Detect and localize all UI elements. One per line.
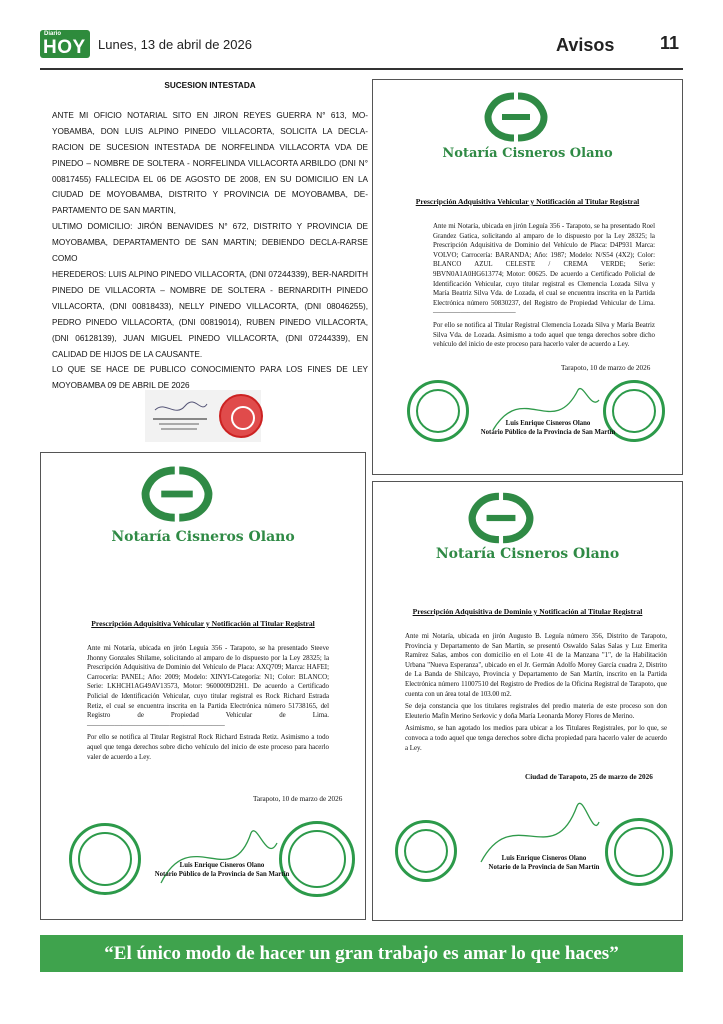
notary-logo-icon bbox=[484, 92, 548, 142]
notice-heading: Prescripción Adquisitiva de Dominio y Notificación al Titular Registral bbox=[412, 607, 643, 616]
notice-box-dominio bbox=[372, 481, 683, 921]
notary-signature-block bbox=[459, 854, 629, 872]
quote-banner bbox=[40, 935, 683, 972]
logo-small-text: Diario bbox=[44, 31, 62, 37]
notary-brand-name: Notaría Cisneros Olano bbox=[435, 546, 620, 562]
notary-signature-stamp bbox=[145, 390, 261, 442]
notice-paragraph: Ante mi Notaría, ubicada en jirón Leguía 356 - Tarapoto, se ha presentado Steeve Jhonny Gonzales Shilame, solicitando al amparo de lo dispuesto por la Ley 28325; la Prescripción Adquisitiva de Dominio del Vehículo de Placa: AXQ709; Marca: HAFEI; Carrocería: PANEL; Año: 2009; Modelo: XINYI-Categoría: N1; Color: BLANCO; Serie: LKHCH1AG49AV13573, Motor: 9600009D2H1. De acuerdo a Certificado Policial de Identificación Vehicular, cuyo titular registral es Rock Richard Estrada Retiz, el cual se encuentra inscrita en la Partida Electrónica número 51738165, del Registro de Propiedad Vehicular de Lima. ———————————————————— bbox=[87, 645, 329, 729]
notary-brand-name: Notaría Cisneros Olano bbox=[442, 146, 613, 161]
section-title: Avisos bbox=[556, 35, 615, 55]
notary-title: Notario de la Provincia de San Martín bbox=[488, 864, 600, 871]
signature-image bbox=[151, 396, 211, 434]
notice-heading: Prescripción Adquisitiva Vehicular y Notificación al Titular Registral bbox=[415, 197, 640, 206]
succession-notice bbox=[52, 78, 368, 394]
handwritten-signature-icon bbox=[151, 813, 281, 893]
notice-date: Tarapoto, 10 de marzo de 2026 bbox=[253, 795, 343, 803]
notary-signature-block bbox=[137, 861, 307, 879]
notice-body bbox=[433, 222, 655, 353]
newspaper-logo bbox=[40, 30, 90, 58]
notary-brand-name: Notaría Cisneros Olano bbox=[111, 529, 295, 545]
quote-text: “El único modo de hacer un gran trabajo es amar lo que haces” bbox=[104, 943, 619, 964]
notice-paragraph: Por ello se notifica al Titular Registral Rock Richard Estrada Retiz. Asimismo a todo aquel que tenga derechos sobre dicho vehículo del inicio de este proceso para hacerlo valer de acuerdo a Ley. bbox=[87, 734, 329, 761]
notary-name: Luis Enrique Cisneros Olano bbox=[179, 862, 265, 869]
notice-body bbox=[87, 644, 329, 765]
notary-logo-icon bbox=[141, 465, 213, 523]
notary-title: Notario Público de la Provincia de San Martín bbox=[154, 871, 290, 878]
notary-name: Luis Enrique Cisneros Olano bbox=[505, 420, 591, 427]
issue-date: Lunes, 13 de abril de 2026 bbox=[98, 37, 252, 52]
left-notary-seal-icon bbox=[69, 823, 141, 895]
succession-paragraph: LO QUE SE HACE DE PUBLICO CONOCIMIENTO PARA LOS FINES DE LEY MOYOBAMBA 09 DE ABRIL DE 2026 bbox=[52, 365, 368, 391]
red-seal-icon bbox=[219, 394, 263, 438]
logo-big-text: HOY bbox=[43, 37, 86, 58]
page-number: 11 bbox=[660, 33, 680, 53]
succession-paragraph: ULTIMO DOMICILIO: JIRÓN BENAVIDES N° 672, DISTRITO Y PROVINCIA DE MOYOBAMBA, DEPARTAMENTO DE SAN MARTIN; DEBIENDO DECLA-RARSE COMO bbox=[52, 222, 368, 264]
left-notary-seal-icon bbox=[407, 380, 469, 442]
notice-paragraph: Ante mi Notaría, ubicada en jirón Leguía 356 - Tarapoto, se ha presentado Roel Grandez Gatica, solicitando al amparo de lo dispuesto por la Ley 28325; la Prescripción Adquisitiva de Dominio del Vehículo de Placa: D4P931 Marca: VOLVO; Carrocería: BARANDA; Año: 1987; Modelo: N/S54 (4X2); Color: BLANCO AZUL CELESTE / CREMA VERDE; Serie: 9BVN0A1A0HG613774; Motor: 00625. De acuerdo a Certificado Policial de Identificación Vehicular, cuyo titular registral es Clemencia Lozada Silva y María Beatriz Silva Vda. de Lozada, el cual se encuentra inscrita en la Partida Electrónica número 50830237, del Registro de Propiedad Vehicular de Lima. ———————————— bbox=[433, 223, 655, 317]
notice-heading: Prescripción Adquisitiva Vehicular y Notificación al Titular Registral bbox=[91, 619, 315, 628]
succession-title: SUCESION INTESTADA bbox=[164, 81, 256, 90]
notice-paragraph: Se deja constancia que los titulares registrales del predio materia de este proceso son don Eleuterio Mafín Merino Serkovic y doña María Leonarda Morey Flores de Merino. bbox=[405, 703, 667, 720]
succession-paragraph: HEREDEROS: LUIS ALPINO PINEDO VILLACORTA, (DNI 07244339), BER-NARDITH PINEDO DE VILLACORTA – NOMBRE DE SOLTERA - BERNARDITH PINEDO VILLACORTA, (DNI 00818433), NELLY PINEDO VILLACORTA, (DNI 08046255), PEDRO PINEDO VILLACORTA, (DNI 00819014), RUBEN PINEDO VILLACORTA, (DNI 06128139), JUAN MIGUEL PINEDO VILLACORTA, (DNI 07244339), EN CALIDAD DE HIJOS DE LA CAUSANTE. bbox=[52, 269, 368, 359]
right-notary-seal-icon bbox=[605, 818, 673, 886]
notary-title: Notario Público de la Provincia de San Martín bbox=[480, 429, 616, 436]
notice-paragraph: Asimismo, se han agotado los medios para ubicar a los Titulares Registrales, por lo que, se convoca a todo aquel que tenga derechos sobre dicha propiedad para hacerlo valer de acuerdo a Ley. bbox=[405, 725, 667, 752]
notice-box-vehicular-1 bbox=[372, 79, 683, 475]
notice-paragraph: Por ello se notifica al Titular Registral Clemencia Lozada Silva y María Beatriz Silva Vda. de Lozada. Asimismo a todo aquel que tenga derechos sobre dicho vehículo del inicio de este proceso para hacerlo valer de acuerdo a Ley. bbox=[433, 321, 655, 349]
notice-paragraph: Ante mi Notaría, ubicada en jirón Augusto B. Leguía número 356, Distrito de Tarapoto, Provincia y Departamento de San Martín, se presentó Oswaldo Salas Salas y Luz Emerita Ramírez Salas, ambos con domicilio en el Lote 41 de la Manzana "1", de la Habilitación Urbana "Nueva Esperanza", ubicado en el Jr. Germán Adolfo Morey García cuadra 2, Distrito de La Banda de Shilcayo, Provincia y Departamento de San Martín, inscrito en la Partida Electrónica número 11007510 del Registro de Predios de la Oficina Registral de Tarapoto, que cuenta con un área total de 103.00 m2. bbox=[405, 633, 667, 698]
succession-paragraph: ANTE MI OFICIO NOTARIAL SITO EN JIRON REYES GUERRA N° 613, MO-YOBAMBA, DON LUIS ALPINO PINEDO VILLACORTA, SOLICITA LA DECLA-RACION DE SUCESION INTESTADA DE NORFELINDA VILLACORTA VDA DE PINEDO – NOMBRE DE SOLTERA - NORFELINDA VILLACORTA ARBILDO (DNI N° 00817455) FALLECIDA EL 06 DE AGOSTO DE 2008, EN SU DOMICILIO EN LA CIUDAD DE MOYOBAMBA, DISTRITO Y PROVINCIA DE MOYOBAMBA, DE-PARTAMENTO DE SAN MARTIN, bbox=[52, 110, 368, 216]
notary-logo-icon bbox=[468, 492, 534, 544]
notary-signature-block bbox=[463, 419, 633, 437]
notice-date: Tarapoto, 10 de marzo de 2026 bbox=[561, 364, 651, 372]
notice-box-vehicular-2 bbox=[40, 452, 366, 920]
header-divider bbox=[40, 68, 683, 70]
notary-name: Luis Enrique Cisneros Olano bbox=[501, 855, 587, 862]
notice-date: Ciudad de Tarapoto, 25 de marzo de 2026 bbox=[525, 773, 653, 781]
right-notary-seal-icon bbox=[279, 821, 355, 897]
notice-body bbox=[405, 632, 667, 756]
left-notary-seal-icon bbox=[395, 820, 457, 882]
